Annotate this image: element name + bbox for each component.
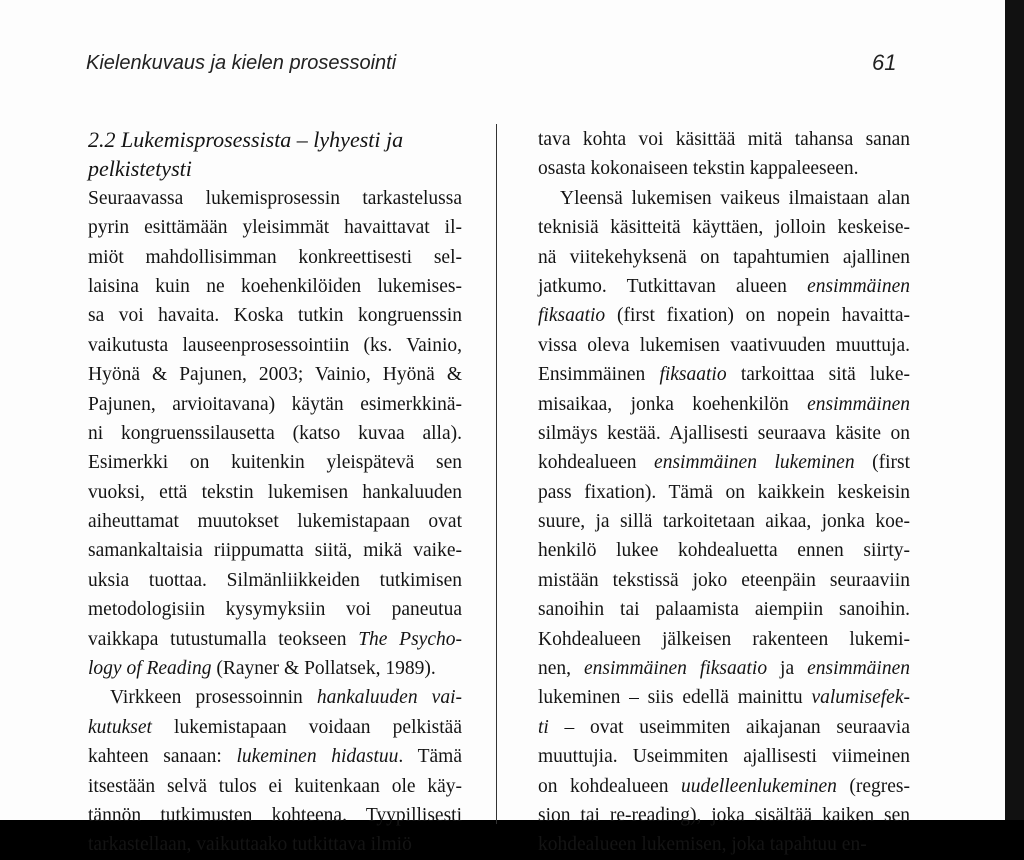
text-line: tännön tutkimusten kohteena. Tyypillisesti bbox=[88, 804, 462, 826]
column-divider bbox=[496, 124, 497, 824]
text-line: tarkastellaan, vaikuttaako tutkittava ilmiö bbox=[88, 834, 412, 856]
text-line: misaikaa, jonka koehenkilön ensimmäinen bbox=[538, 393, 910, 415]
text-line: fiksaatio (first fixation) on nopein havaitta- bbox=[538, 305, 910, 327]
page-number: 61 bbox=[872, 50, 897, 75]
text-line: lukeminen – siis edellä mainittu valumisefek- bbox=[538, 687, 910, 709]
text-line: jatkumo. Tutkittavan alueen ensimmäinen bbox=[538, 275, 910, 297]
text-line: tava kohta voi käsittää mitä tahansa sanan bbox=[538, 129, 910, 150]
text-line: Kohdealueen jälkeisen rakenteen lukemi- bbox=[538, 628, 910, 650]
text-line: samankaltaisia riippumatta siitä, mikä vaike- bbox=[88, 540, 462, 562]
text-line: laisina kuin ne koehenkilöiden lukemises- bbox=[88, 275, 462, 297]
text-line: sion tai re-reading), joka sisältää kaiken sen bbox=[538, 804, 910, 826]
text-line: vaikutusta lauseenprosessointiin (ks. Vainio, bbox=[88, 334, 462, 356]
text-line: osasta kokonaiseen tekstin kappaleeseen. bbox=[538, 158, 859, 180]
text-line: uksia tuottaa. Silmänliikkeiden tutkimisen bbox=[88, 569, 462, 591]
text-line: vuoksi, että tekstin lukemisen hankaluuden bbox=[88, 481, 462, 503]
text-line: nä viitekehyksenä on tapahtumien ajallinen bbox=[538, 246, 910, 268]
text-line: nen, ensimmäinen fiksaatio ja ensimmäinen bbox=[538, 658, 911, 680]
text-line: Yleensä lukemisen vaikeus ilmaistaan alan bbox=[560, 187, 910, 209]
page-edge bbox=[1005, 0, 1024, 820]
text-line: metodologisiin kysymyksiin voi paneutua bbox=[88, 599, 462, 621]
text-line: mistään tekstissä joko eteenpäin seuraaviin bbox=[538, 569, 910, 591]
text-line: vaikkapa tutustumalla teokseen The Psycho- bbox=[88, 628, 462, 650]
text-line: vissa oleva lukemisen vaativuuden muuttuja. bbox=[538, 334, 910, 356]
text-line: muuttujia. Useimmiten ajallisesti viimeinen bbox=[538, 746, 910, 768]
text-line: sa voi havaita. Koska tutkin kongruenssin bbox=[88, 305, 462, 327]
text-line: Virkkeen prosessoinnin hankaluuden vai- bbox=[110, 687, 462, 709]
text-line: on kohdealueen uudelleenlukeminen (regres- bbox=[538, 775, 910, 797]
text-line: sanoihin tai palaamista aiempiin sanoihin. bbox=[538, 599, 910, 621]
text-line: Seuraavassa lukemisprosessin tarkastelussa bbox=[88, 187, 462, 209]
text-line: Ensimmäinen fiksaatio tarkoittaa sitä luke- bbox=[538, 364, 910, 386]
running-head: Kielenkuvaus ja kielen prosessointi bbox=[86, 52, 397, 74]
text-line: itsestään selvä tulos ei kuitenkaan ole käy- bbox=[88, 775, 462, 797]
section-heading: pelkistetysti bbox=[88, 156, 192, 182]
section-heading: 2.2 Lukemisprosessista – lyhyesti ja bbox=[88, 127, 404, 152]
text-line: pass fixation). Tämä on kaikkein keskeisin bbox=[538, 481, 910, 503]
text-line: kohdealueen lukemisen, joka tapahtuu en- bbox=[538, 834, 867, 856]
text-line: ti – ovat useimmiten aikajanan seuraavia bbox=[538, 716, 910, 738]
text-line: miöt mahdollisimman konkreettisesti sel- bbox=[88, 246, 462, 268]
text-line: Hyönä & Pajunen, 2003; Vainio, Hyönä & bbox=[88, 364, 462, 386]
text-line: Pajunen, arvioitavana) käytän esimerkkinä- bbox=[88, 393, 462, 415]
text-line: henkilö lukee kohdealuetta ennen siirty- bbox=[538, 540, 910, 562]
text-line: Esimerkki on kuitenkin yleispätevä sen bbox=[88, 452, 462, 474]
text-line: kohdealueen ensimmäinen lukeminen (first bbox=[538, 452, 910, 474]
text-line: kahteen sanaan: lukeminen hidastuu. Tämä bbox=[88, 746, 462, 768]
text-line: teknisiä käsitteitä käyttäen, jolloin keskeise- bbox=[538, 217, 910, 239]
right-column bbox=[538, 125, 910, 860]
text-line: silmäys kestää. Ajallisesti seuraava käsite on bbox=[538, 422, 910, 444]
text-line: logy of Reading (Rayner & Pollatsek, 1989). bbox=[88, 658, 436, 680]
text-line: ni kongruenssilausetta (katso kuvaa alla). bbox=[88, 422, 462, 444]
text-line: aiheuttamat muutokset lukemistapaan ovat bbox=[88, 511, 462, 533]
text-line: pyrin esittämään yleisimmät havaittavat il- bbox=[88, 217, 462, 239]
text-line: suure, ja sillä tarkoitetaan aikaa, jonka koe- bbox=[538, 511, 910, 533]
left-column bbox=[88, 125, 462, 860]
text-line: kutukset lukemistapaan voidaan pelkistää bbox=[88, 716, 462, 738]
